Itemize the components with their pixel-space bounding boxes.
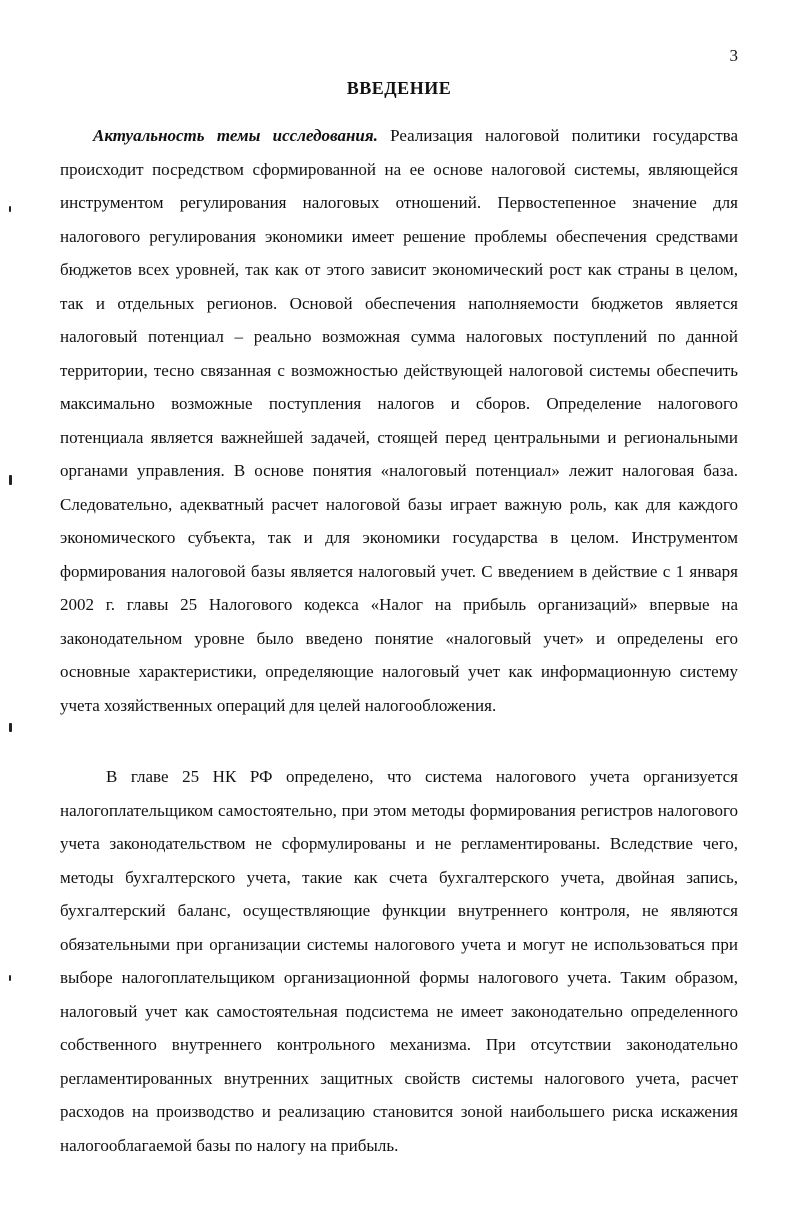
paragraph-lead: Актуальность темы исследования. [93,126,378,145]
scan-margin-mark [9,206,11,212]
paragraph-relevance [60,119,738,722]
paragraph-tax-accounting: В главе 25 НК РФ определено, что система налогового учета организуется налогоплательщиком самостоятельно, при этом методы формирования регистров налогового учета законодательством не сформулированы и не регламентированы. Вследствие чего, методы бухгалтерского учета, такие как счета бухгалтерского учета, двойная запись, бухгалтерский баланс, осуществляющие функции внутреннего контроля, не являются обязательными при организации системы налогового учета и могут не использоваться при выборе налогоплательщиком организационной формы налогового учета. Таким образом, налоговый учет как самостоятельная подсистема не имеет законодательно определенного собственного внутреннего контрольного механизма. При отсутствии законодательно регламентированных внутренних защитных свойств системы налогового учета, расчет расходов на производство и реализацию становится зоной наибольшего риска искажения налогооблагаемой базы по налогу на прибыль. [60,767,738,1155]
scan-margin-mark [9,475,12,485]
scan-margin-mark [9,723,12,732]
paragraph-body: Реализация налоговой политики государства происходит посредством сформированной на ее основе налоговой системы, являющейся инструментом регулирования налоговых отношений. Первостепенное значение для налогового регулирования экономики имеет решение проблемы обеспечения средствами бюджетов всех уровней, так как от этого зависит экономический рост как страны в целом, так и отдельных регионов. Основой обеспечения наполняемости бюджетов является налоговый потенциал – реально возможная сумма налоговых поступлений по данной территории, тесно связанная с возможностью действующей налоговой системы обеспечить максимально возможные поступления налогов и сборов. Определение налогового потенциала является важнейшей задачей, стоящей перед центральными и региональными органами управления. В основе понятия «налоговый потенциал» лежит налоговая база. Следовательно, адекватный расчет налоговой базы играет важную роль, как для каждого экономического субъекта, так и для экономики государства в целом. Инструментом формирования налоговой базы является налоговый учет. С введением в действие с 1 января 2002 г. главы 25 Налогового кодекса «Налог на прибыль организаций» впервые на законодательном уровне было введено понятие «налоговый учет» и определены его основные характеристики, определяющие налоговый учет как информационную систему учета хозяйственных операций для целей налогообложения. [60,126,738,715]
page-number: 3 [729,46,738,65]
section-heading: ВВЕДЕНИЕ [346,78,452,98]
scan-margin-mark [9,975,11,981]
